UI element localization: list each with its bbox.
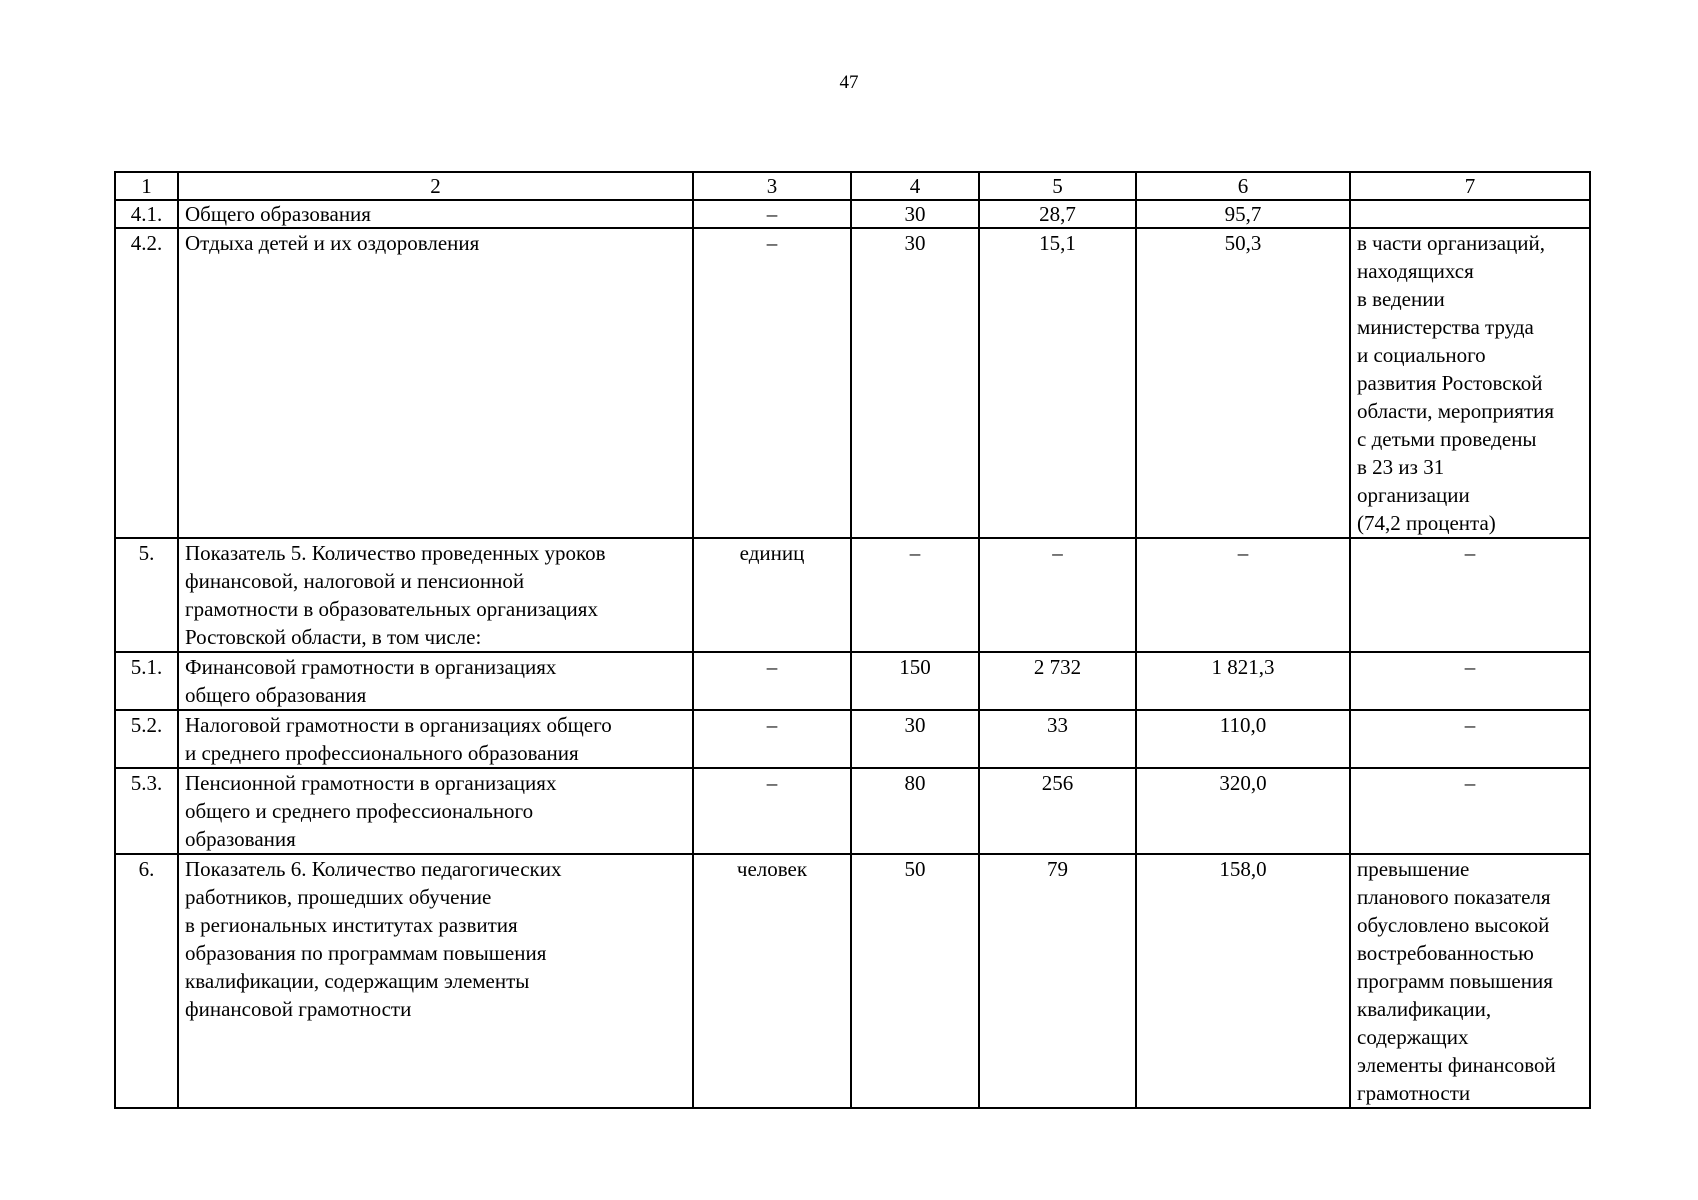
row-unit: – [693, 228, 851, 538]
row-note: – [1350, 652, 1590, 710]
row-fact: 33 [979, 710, 1136, 768]
row-number: 5. [115, 538, 178, 652]
row-percent: 110,0 [1136, 710, 1350, 768]
row-name: Показатель 6. Количество педагогических работников, прошедших обучение в региональных институтах развития образования по программам повышения квалификации, содержащим элементы финансовой грамотности [178, 854, 693, 1108]
table-row [115, 854, 1590, 1108]
row-unit: – [693, 652, 851, 710]
row-name: Пенсионной грамотности в организациях общего и среднего профессионального образования [178, 768, 693, 854]
table-header-row [115, 172, 1590, 200]
row-number: 4.2. [115, 228, 178, 538]
table-row [115, 710, 1590, 768]
row-fact: 15,1 [979, 228, 1136, 538]
table-row [115, 228, 1590, 538]
row-percent: – [1136, 538, 1350, 652]
row-fact: 79 [979, 854, 1136, 1108]
row-fact: – [979, 538, 1136, 652]
table-row [115, 538, 1590, 652]
row-percent: 320,0 [1136, 768, 1350, 854]
row-number: 4.1. [115, 200, 178, 228]
header-col-3: 3 [693, 172, 851, 200]
row-number: 6. [115, 854, 178, 1108]
row-plan: – [851, 538, 979, 652]
row-percent: 158,0 [1136, 854, 1350, 1108]
row-plan: 80 [851, 768, 979, 854]
header-col-7: 7 [1350, 172, 1590, 200]
row-plan: 150 [851, 652, 979, 710]
row-fact: 2 732 [979, 652, 1136, 710]
row-unit: – [693, 768, 851, 854]
row-unit: – [693, 200, 851, 228]
row-fact: 28,7 [979, 200, 1136, 228]
row-number: 5.3. [115, 768, 178, 854]
row-note [1350, 200, 1590, 228]
header-col-1: 1 [115, 172, 178, 200]
row-plan: 30 [851, 228, 979, 538]
header-col-5: 5 [979, 172, 1136, 200]
row-percent: 95,7 [1136, 200, 1350, 228]
row-note: в части организаций, находящихся в ведении министерства труда и социального развития Ростовской области, мероприятия с детьми проведены в 23 из 31 организации (74,2 процента) [1350, 228, 1590, 538]
table-row [115, 768, 1590, 854]
row-note: – [1350, 768, 1590, 854]
row-percent: 1 821,3 [1136, 652, 1350, 710]
table-row [115, 652, 1590, 710]
row-fact: 256 [979, 768, 1136, 854]
row-name: Показатель 5. Количество проведенных уроков финансовой, налоговой и пенсионной грамотности в образовательных организациях Ростовской области, в том числе: [178, 538, 693, 652]
row-number: 5.2. [115, 710, 178, 768]
header-col-2: 2 [178, 172, 693, 200]
row-plan: 50 [851, 854, 979, 1108]
row-plan: 30 [851, 710, 979, 768]
row-plan: 30 [851, 200, 979, 228]
row-percent: 50,3 [1136, 228, 1350, 538]
header-col-6: 6 [1136, 172, 1350, 200]
row-note: – [1350, 710, 1590, 768]
row-unit: – [693, 710, 851, 768]
row-unit: единиц [693, 538, 851, 652]
report-table [114, 171, 1591, 1109]
row-name: Налоговой грамотности в организациях общего и среднего профессионального образования [178, 710, 693, 768]
row-number: 5.1. [115, 652, 178, 710]
header-col-4: 4 [851, 172, 979, 200]
page-number: 47 [839, 72, 859, 93]
row-name: Отдыха детей и их оздоровления [178, 228, 693, 538]
table-row [115, 200, 1590, 228]
row-note: – [1350, 538, 1590, 652]
row-name: Финансовой грамотности в организациях общего образования [178, 652, 693, 710]
row-unit: человек [693, 854, 851, 1108]
row-name: Общего образования [178, 200, 693, 228]
row-note: превышение планового показателя обусловлено высокой востребованностью программ повышения квалификации, содержащих элементы финансовой грамотности [1350, 854, 1590, 1108]
